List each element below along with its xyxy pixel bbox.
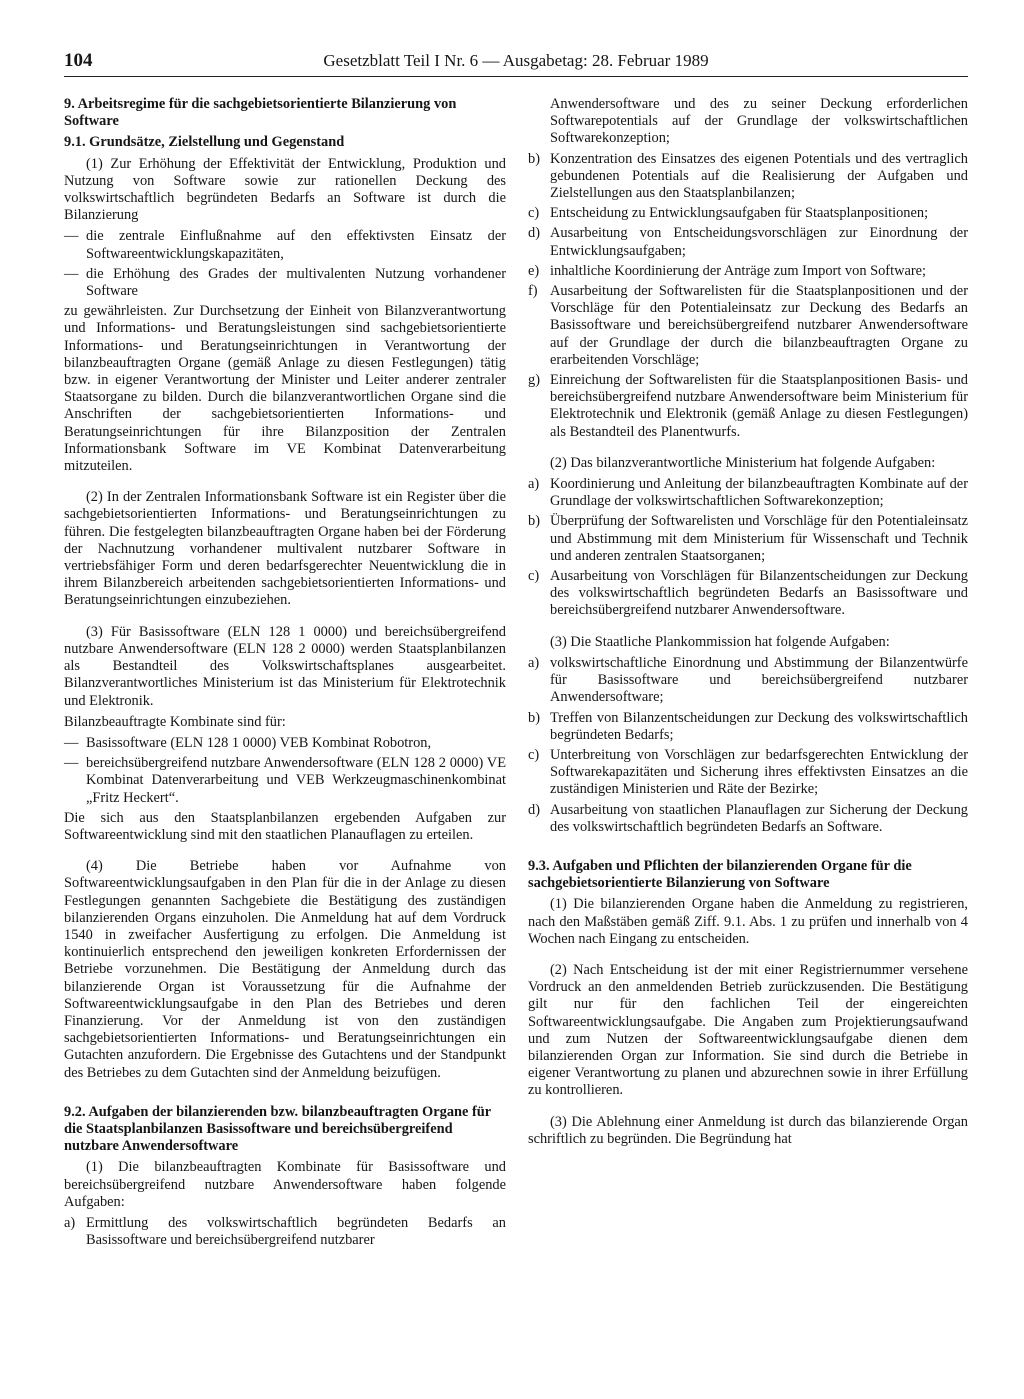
paragraph: zu gewährleisten. Zur Durchsetzung der Einheit von Bilanzverantwortung und Informations- und Beratungsleistungen sind sachgebietsorientierte Informations- und Beratungseinrichtungen in Verantwortung der bilanzbeauftragten Organe (gemäß Anlage zu diesen Festlegungen) tätig bzw. in eigener Verantwortung der Minister und Leiter anderer zentraler Staatsorgane zu bilden. Durch die bilanzverantwortlichen Organe sind die Anschriften der sachgebietsorientierten Informations- und Beratungseinrichtungen für ihre Bilanzposition der Zentralen Informationsbank Software im VE Kombinat Datenverarbeitung mitzuteilen.	[64, 303, 506, 475]
paragraph: (3) Die Ablehnung einer Anmeldung ist durch das bilanzierende Organ schriftlich zu begründen. Die Begründung hat	[528, 1113, 968, 1147]
list-item-text: bereichsübergreifend nutzbare Anwendersoftware (ELN 128 2 0000) VE Kombinat Datenverarbeitung und VEB Werkzeugmaschinenkombinat „Fritz Heckert“.	[86, 755, 506, 806]
list-marker: c)	[528, 746, 540, 763]
list-item-text: Ausarbeitung von Entscheidungsvorschlägen zur Einordnung der Entwicklungsaufgaben;	[550, 225, 968, 259]
list-marker: —	[64, 734, 79, 751]
lettered-item	[528, 747, 968, 799]
paragraph: Bilanzbeauftragte Kombinate sind für:	[64, 713, 286, 730]
list-item-text: volkswirtschaftliche Einordnung und Abstimmung der Bilanzentwürfe für Basissoftware und bereichsübergreifend nutzbarer Anwendersoftware;	[550, 654, 968, 706]
lettered-item	[528, 476, 968, 510]
list-item-text: Ermittlung des volkswirtschaftlich begründeten Bedarfs an Basissoftware und bereichsübergreifend nutzbarer	[86, 1214, 506, 1249]
list-marker: —	[64, 755, 79, 772]
list-marker: b)	[528, 513, 540, 530]
paragraph: Die sich aus den Staatsplanbilanzen ergebenden Aufgaben zur Softwareentwicklung sind mit den staatlichen Planauflagen zu erteilen.	[64, 809, 506, 843]
lettered-item	[528, 655, 968, 707]
list-item-text: die Erhöhung des Grades der multivalenten Nutzung vorhandener Software	[86, 265, 506, 300]
paragraph: (2) Das bilanzverantwortliche Ministerium hat folgende Aufgaben:	[550, 454, 936, 471]
list-item-text: Ausarbeitung von Vorschlägen für Bilanzentscheidungen zur Deckung des volkswirtschaftlich begründeten Bedarfs an Basissoftware und bereichsübergreifend nutzbarer Anwendersoftware.	[550, 568, 968, 619]
list-marker: a)	[64, 1214, 76, 1231]
list-marker: —	[64, 228, 79, 245]
list-item-text: Basissoftware (ELN 128 1 0000) VEB Kombinat Robotron,	[86, 734, 432, 751]
lettered-item	[528, 205, 968, 222]
lettered-item	[528, 568, 968, 620]
dash-item	[64, 755, 506, 807]
paragraph: (1) Die bilanzbeauftragten Kombinate für Basissoftware und bereichsübergreifend nutzbare Anwendersoftware haben folgende Aufgaben:	[64, 1159, 506, 1210]
dash-item	[64, 735, 506, 752]
list-item-text: Ausarbeitung der Softwarelisten für die Staatsplanpositionen und der Vorschläge für den Potentialeinsatz zur Deckung des Bedarfs an Basissoftware und bereichsübergreifend nutzbarer Anwendersoftware auf der Grundlage der durch die bilanzbeauftragten Organe zu erarbeitenden Vorschläge;	[550, 283, 968, 368]
paragraph: (1) Die bilanzierenden Organe haben die Anmeldung zu registrieren, nach den Maßstäben gemäß Ziff. 9.1. Abs. 1 zu prüfen und innerhalb von 4 Wochen nach Eingang zu entscheiden.	[528, 896, 968, 947]
list-marker: d)	[528, 801, 540, 818]
lettered-item	[528, 710, 968, 744]
list-item-text: Unterbreitung von Vorschlägen zur bedarfsgerechten Entwicklung der Softwarekapazitäten und Sicherung ihres effektivsten Einsatzes an die zuständigen Ministerien und Räte der Bezirke;	[550, 746, 968, 798]
list-marker: —	[64, 265, 79, 282]
list-item-text: Koordinierung und Anleitung der bilanzbeauftragten Kombinate auf der Grundlage der volkswirtschaftlichen Softwarekonzeption;	[550, 476, 968, 510]
section-9-3-heading: 9.3. Aufgaben und Pflichten der bilanzierenden Organe für die sachgebietsorientierte Bilanzierung von Software	[528, 857, 912, 892]
list-marker: c)	[528, 205, 540, 222]
list-item-text: Überprüfung der Softwarelisten und Vorschläge für den Potentialeinsatz und Abstimmung mit dem Ministerium für Wissenschaft und Technik und anderen zentralen Staatsorganen;	[550, 513, 968, 564]
dash-item	[64, 266, 506, 300]
lettered-item	[64, 1215, 506, 1249]
list-item-text: Einreichung der Softwarelisten für die Staatsplanpositionen Basis- und bereichsübergreifend nutzbare Anwendersoftware beim Ministerium für Elektrotechnik und Elektronik (gemäß Anlage zu diesen Festlegungen) als Bestandteil des Planentwurfs.	[550, 372, 968, 440]
paragraph: (2) Nach Entscheidung ist der mit einer Registriernummer versehene Vordruck an den anmeldenden Betrieb zurückzusenden. Die Bestätigung gilt nur für den fachlichen Teil der eingereichten Softwareentwicklungsaufgabe. Die Angaben zum Projektierungsaufwand und zum Nutzen der Softwareentwicklungsaufgabe dienen dem bilanzierenden Organ zur Information. Sie sind durch die Betriebe in eigener Verantwortung zu planen und abzurechnen sowie in ihrer Erfüllung zu kontrollieren.	[528, 961, 968, 1099]
list-item-text: Ausarbeitung von staatlichen Planauflagen zur Sicherung der Deckung des volkswirtschaftlich begründeten Bedarfs an Software.	[550, 801, 968, 835]
list-marker: g)	[528, 372, 540, 389]
list-item-continuation: Anwendersoftware und des zu seiner Deckung erforderlichen Softwarepotentials auf der Grundlage der volkswirtschaftlichen Softwarekonzeption;	[550, 96, 968, 147]
list-marker: d)	[528, 225, 540, 242]
paragraph: (4) Die Betriebe haben vor Aufnahme von Softwareentwicklungsaufgaben in den Plan für die in der Anlage zu diesen Festlegungen genannten Sachgebiete die Bestätigung des zuständigen bilanzierenden Organs einzuholen. Die Anmeldung hat auf dem Vordruck 1540 in zweifacher Ausfertigung zu erfolgen. Die Anmeldung ist kontinuierlich entsprechend den jeweiligen konkreten Erfordernissen der Betriebe vorzunehmen. Die Bestätigung der Anmeldung durch das bilanzierende Organ ist Voraussetzung für die Aufnahme der Softwareentwicklungsaufgabe in den Plan des Betriebes und deren Finanzierung. Vor der Anmeldung ist von den zuständigen sachgebietsorientierten Informations- und Beratungseinrichtungen ein Gutachten anzufordern. Die Ergebnisse des Gutachtens und der Standpunkt des Betriebes zu dem Gutachten sind der Anmeldung beizufügen.	[64, 858, 506, 1081]
section-9-heading: 9. Arbeitsregime für die sachgebietsorientierte Bilanzierung von Software	[64, 96, 457, 130]
right-column	[528, 96, 968, 1152]
dash-item	[64, 228, 506, 262]
list-marker: a)	[528, 654, 540, 671]
list-item-text: Entscheidung zu Entwicklungsaufgaben für Staatsplanpositionen;	[550, 205, 929, 222]
lettered-item	[528, 513, 968, 565]
lettered-item	[528, 802, 968, 836]
section-9-1-heading: 9.1. Grundsätze, Zielstellung und Gegenstand	[64, 134, 345, 151]
page-number: 104	[64, 50, 93, 71]
list-marker: b)	[528, 709, 540, 726]
list-item-text: Konzentration des Einsatzes des eigenen Potentials und des vertraglich gebundenen Potentials auf die Realisierung der Aufgaben und Zielstellungen aus den Staatsplanbilanzen;	[550, 150, 968, 202]
lettered-item	[528, 283, 968, 369]
list-marker: e)	[528, 262, 540, 279]
list-item-text: Treffen von Bilanzentscheidungen zur Deckung des volkswirtschaftlich begründeten Bedarfs;	[550, 709, 968, 743]
list-item-text: inhaltliche Koordinierung der Anträge zum Import von Software;	[550, 262, 927, 279]
list-marker: c)	[528, 568, 540, 585]
lettered-item	[528, 372, 968, 441]
list-marker: f)	[528, 283, 538, 300]
paragraph: (3) Die Staatliche Plankommission hat folgende Aufgaben:	[550, 633, 890, 650]
list-item-text: die zentrale Einflußnahme auf den effektivsten Einsatz der Softwareentwicklungskapazitäten,	[86, 228, 506, 262]
paragraph: (1) Zur Erhöhung der Effektivität der Entwicklung, Produktion und Nutzung von Software sowie zur rationellen Deckung des volkswirtschaftlich begründeten Bedarfs an Software ist durch die Bilanzierung	[64, 155, 506, 224]
lettered-item	[528, 225, 968, 259]
gazette-title: Gesetzblatt Teil I Nr. 6 — Ausgabetag: 28. Februar 1989	[323, 51, 709, 70]
section-9-2-heading: 9.2. Aufgaben der bilanzierenden bzw. bilanzbeauftragten Organe für die Staatsplanbilanzen Basissoftware und bereichsübergreifend nutzbare Anwendersoftware	[64, 1103, 491, 1155]
list-marker: b)	[528, 150, 540, 167]
page-header	[64, 50, 968, 77]
paragraph: (3) Für Basissoftware (ELN 128 1 0000) und bereichsübergreifend nutzbare Anwendersoftware (ELN 128 2 0000) werden Staatsplanbilanzen als Bestandteil des Volkswirtschaftsplanes ausgearbeitet. Bilanzverantwortliches Ministerium ist das Ministerium für Elektrotechnik und Elektronik.	[64, 623, 506, 709]
left-column	[64, 96, 506, 1252]
list-marker: a)	[528, 476, 540, 493]
lettered-item	[528, 151, 968, 203]
paragraph: (2) In der Zentralen Informationsbank Software ist ein Register über die sachgebietsorientierten Informations- und Beratungseinrichtungen zu führen. Die festgelegten bilanzbeauftragten Organe haben bei der Förderung der Nachnutzung vorhandener multivalent nutzbarer Software in vertriebsfähiger Form und deren bedarfsgerechter Neuentwicklung die in ihrem Bilanzbereich arbeitenden sachgebietsorientierten Informations- und Beratungseinrichtungen einzubeziehen.	[64, 489, 506, 609]
lettered-item	[528, 263, 968, 280]
